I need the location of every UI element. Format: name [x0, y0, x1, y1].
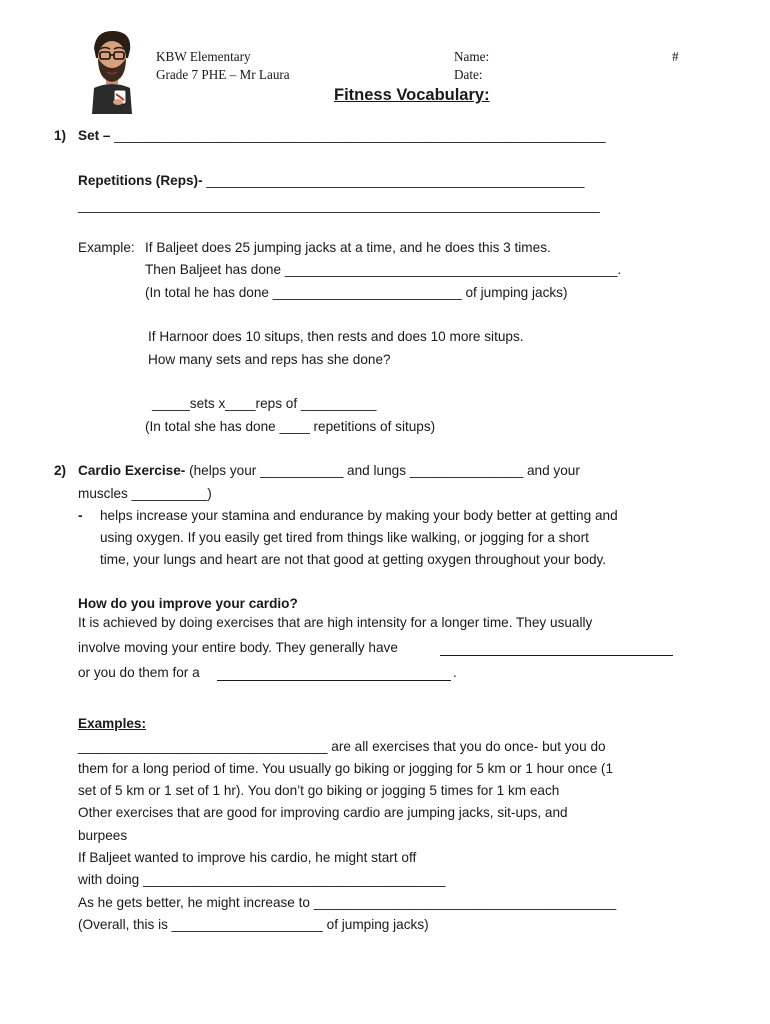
number-label: # — [672, 49, 679, 64]
examples-line-6: If Baljeet wanted to improve his cardio, he might start off — [78, 850, 417, 865]
examples-line-1: _________________________________ are all exercises that you do once- but you do — [78, 739, 606, 754]
section-2-number: 2) — [54, 463, 67, 478]
teacher-avatar-image — [84, 28, 140, 114]
reps-definition-blank: __________________________________________________ — [206, 173, 585, 188]
example-line-4: If Harnoor does 10 situps, then rests and does 10 more situps. — [148, 329, 524, 344]
improve-blank-1 — [440, 655, 673, 656]
examples-heading: Examples: — [78, 716, 147, 731]
example-line-2: Then Baljeet has done ____________________________________________. — [145, 262, 622, 277]
improve-line-2: involve moving your entire body. They generally have — [78, 640, 398, 655]
improve-line-3: or you do them for a — [78, 665, 200, 680]
example-line-3: (In total he has done _________________________ of jumping jacks) — [145, 285, 568, 300]
example-line-1: If Baljeet does 25 jumping jacks at a time, and he does this 3 times. — [145, 240, 551, 255]
examples-line-8: As he gets better, he might increase to ________________________________________ — [78, 895, 617, 910]
reps-term: Repetitions (Reps)- — [78, 173, 203, 188]
examples-line-5: burpees — [78, 828, 128, 843]
example-label: Example: — [78, 240, 135, 255]
example-line-7: (In total she has done ____ repetitions of situps) — [145, 419, 436, 434]
examples-line-9: (Overall, this is ____________________ of jumping jacks) — [78, 917, 429, 932]
reps-definition-blank-2: _____________________________________________________________________ — [78, 198, 600, 213]
name-label: Name: — [454, 49, 490, 64]
date-label: Date: — [454, 67, 483, 82]
bullet-line-3: time, your lungs and heart are not that good at getting oxygen throughout your body. — [100, 552, 607, 567]
bullet-line-1: helps increase your stamina and endurance by making your body better at getting and — [100, 508, 618, 523]
examples-line-2: them for a long period of time. You usually go biking or jogging for 5 km or 1 hour once (1 — [78, 761, 614, 776]
class-name: Grade 7 PHE – Mr Laura — [156, 67, 290, 82]
cardio-term: Cardio Exercise- — [78, 463, 186, 478]
set-term: Set – — [78, 128, 111, 143]
cardio-definition-2: muscles __________) — [78, 486, 212, 501]
bullet-line-2: using oxygen. If you easily get tired from things like walking, or jogging for a short — [100, 530, 589, 545]
school-name: KBW Elementary — [156, 49, 251, 64]
improve-line-1: It is achieved by doing exercises that are high intensity for a longer time. They usually — [78, 615, 593, 630]
page-title: Fitness Vocabulary: — [334, 86, 490, 104]
set-definition-blank: _________________________________________________________________ — [114, 128, 606, 143]
examples-line-4: Other exercises that are good for improving cardio are jumping jacks, sit-ups, and — [78, 805, 568, 820]
improve-heading: How do you improve your cardio? — [78, 596, 298, 611]
example-line-6: _____sets x____reps of __________ — [152, 396, 377, 411]
cardio-definition: (helps your ___________ and lungs _______________ and your — [189, 463, 580, 478]
improve-line-3-end: . — [453, 665, 457, 680]
examples-line-3: set of 5 km or 1 set of 1 hr). You don’t go biking or jogging 5 times for 1 km each — [78, 783, 560, 798]
example-line-5: How many sets and reps has she done? — [148, 352, 391, 367]
examples-line-7: with doing ________________________________________ — [78, 872, 446, 887]
bullet-marker: - — [78, 508, 83, 523]
section-1-number: 1) — [54, 128, 67, 143]
improve-blank-2 — [217, 680, 451, 681]
